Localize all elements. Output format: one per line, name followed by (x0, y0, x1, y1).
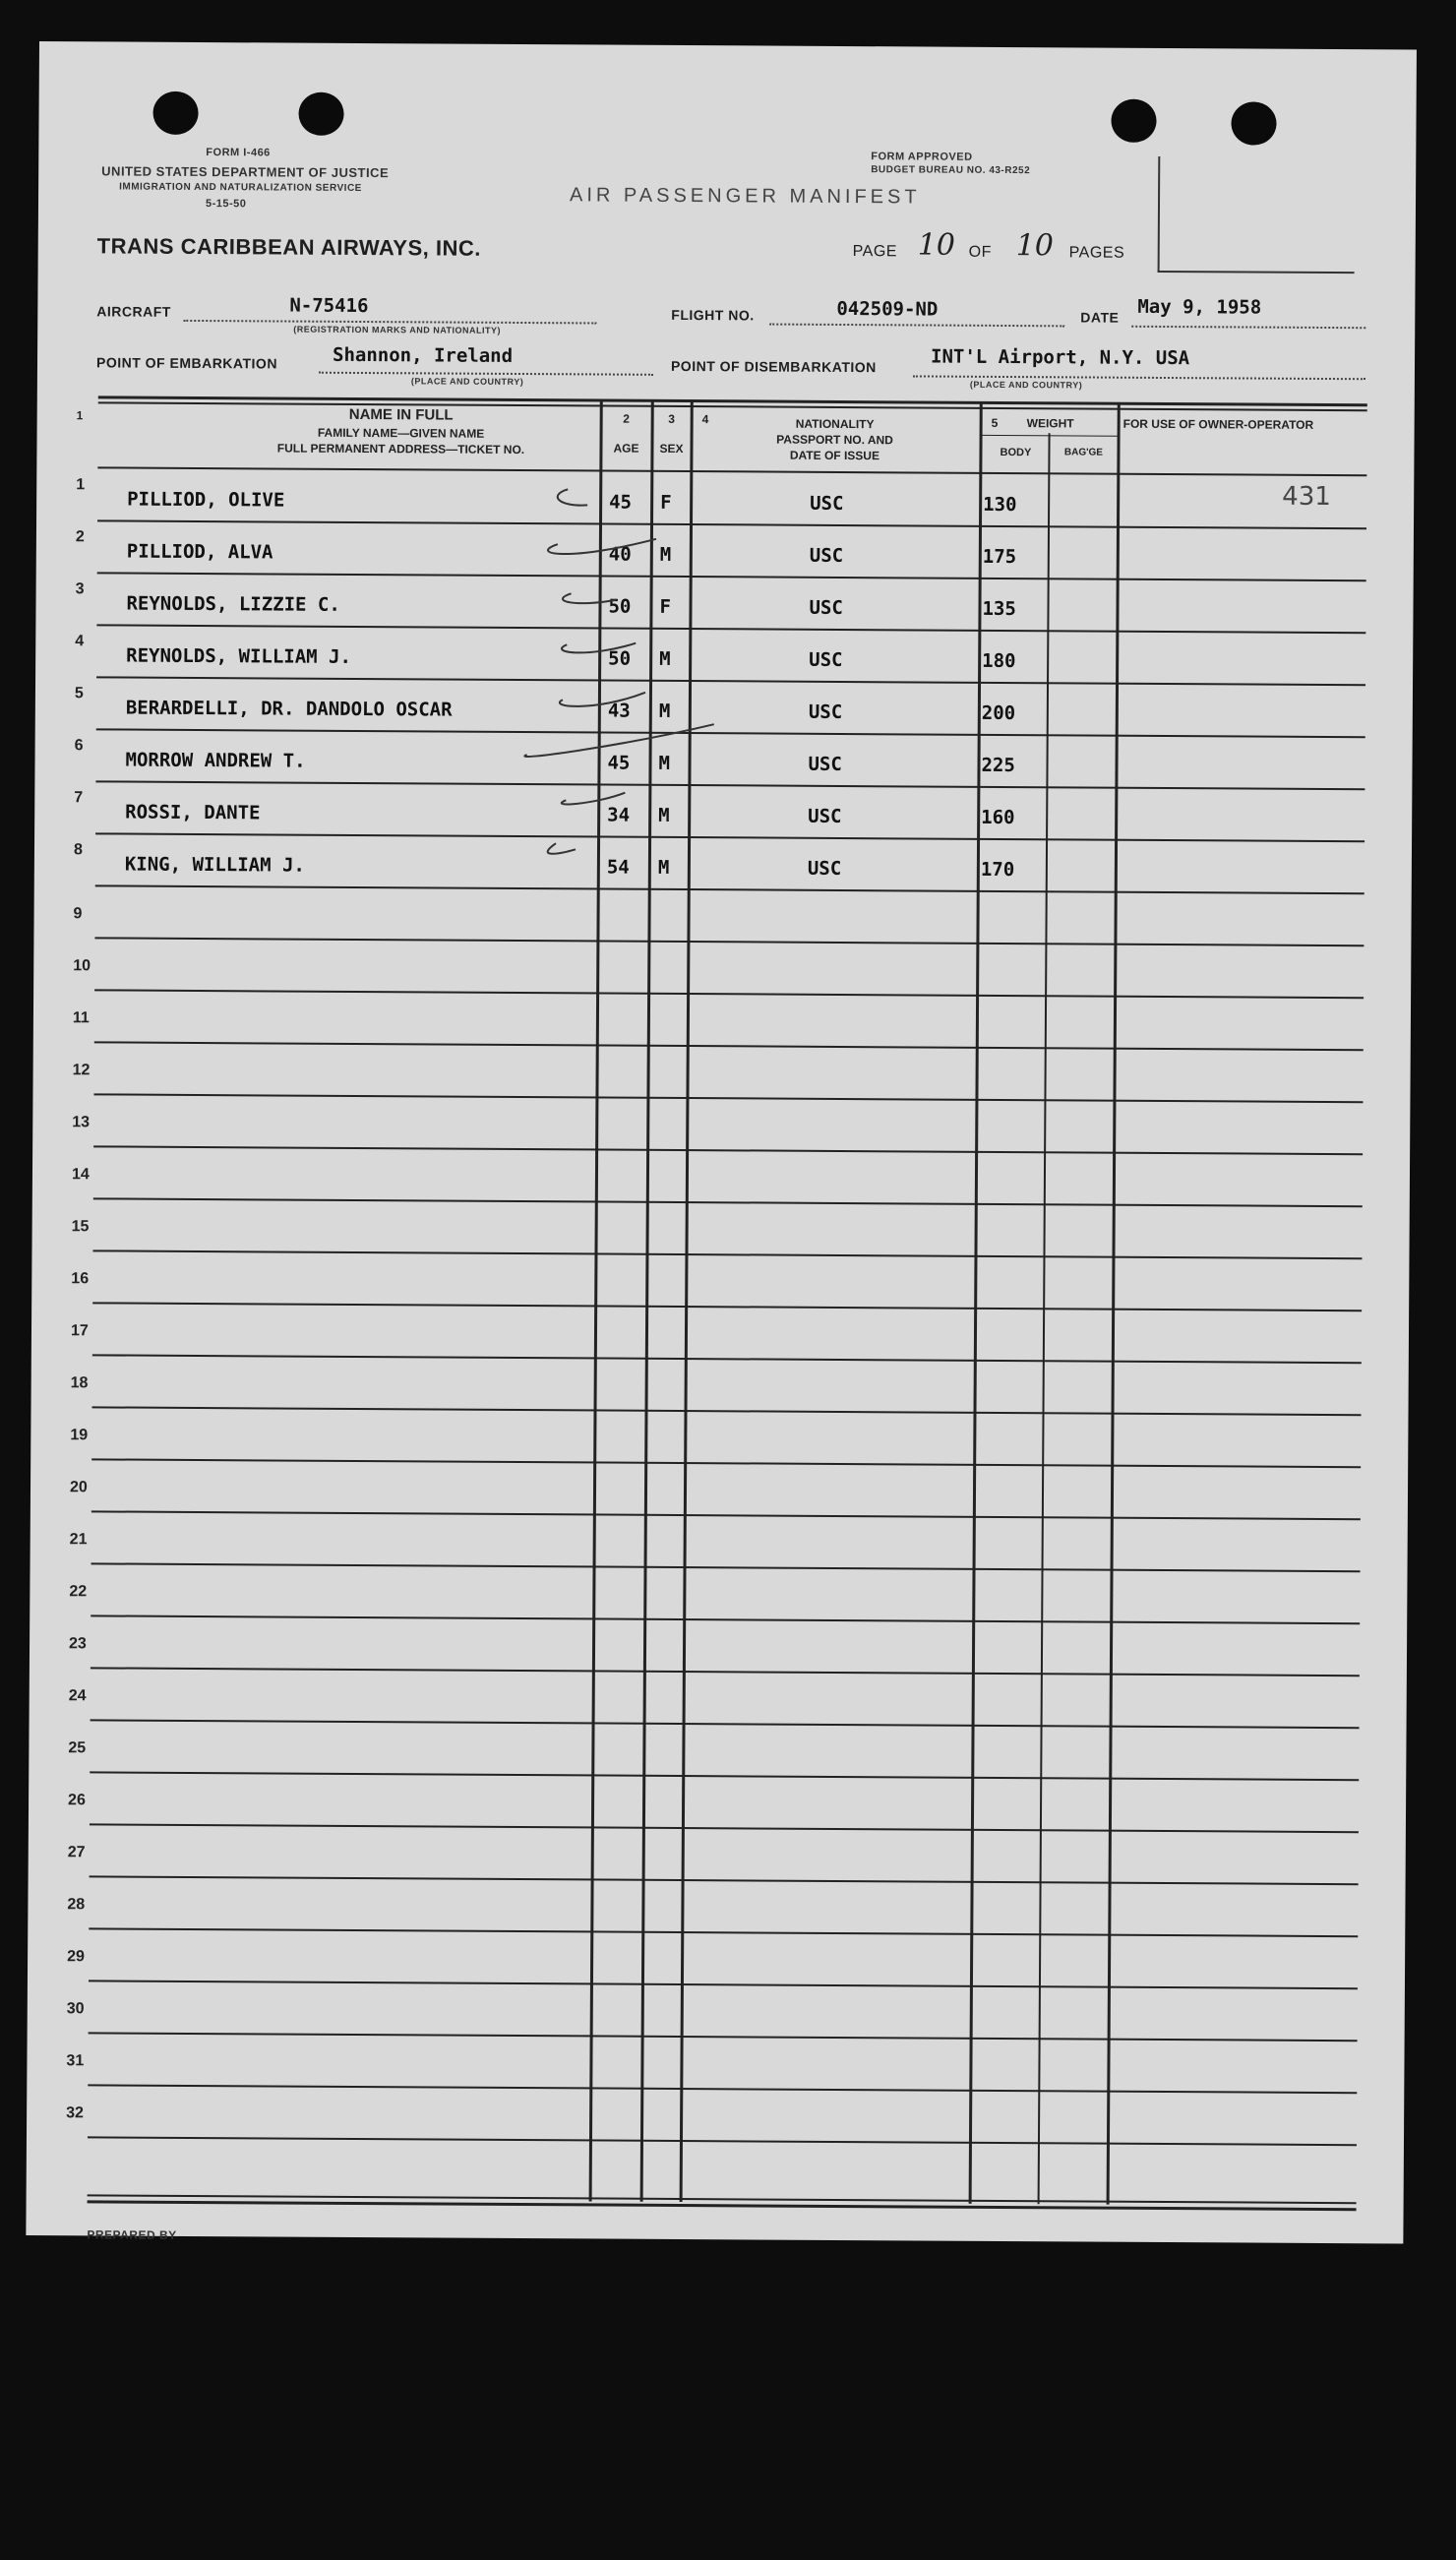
row-divider (93, 1145, 1363, 1155)
passenger-age: 50 (608, 595, 632, 618)
passenger-nationality: USC (808, 805, 842, 827)
flight-label: FLIGHT NO. (671, 306, 755, 324)
row-divider (97, 519, 1366, 529)
row-number: 28 (67, 1896, 86, 1914)
row-number: 8 (73, 841, 83, 859)
row-divider (96, 728, 1365, 738)
col-baggage-title: BAG'GE (1063, 447, 1104, 458)
row-divider (95, 832, 1365, 842)
disembarkation-label: POINT OF DISEMBARKATION (670, 357, 877, 376)
row-divider (96, 676, 1365, 686)
col-age-title: AGE (613, 441, 639, 456)
check-mark (563, 593, 617, 603)
row-number: 19 (70, 1427, 89, 1444)
service-name: IMMIGRATION AND NATURALIZATION SERVICE (119, 181, 362, 195)
form-number: FORM I-466 (206, 147, 271, 159)
passenger-nationality: USC (809, 596, 843, 620)
row-divider (91, 1510, 1361, 1520)
page-total: 10 (1015, 228, 1055, 264)
row-divider (91, 1562, 1361, 1572)
row-number: 26 (68, 1792, 86, 1809)
punch-hole (1111, 99, 1156, 143)
passenger-name: REYNOLDS, WILLIAM J. (126, 644, 352, 668)
col4-number: 4 (701, 412, 709, 427)
passenger-name: BERARDELLI, DR. DANDOLO OSCAR (125, 697, 453, 721)
row-number: 15 (71, 1218, 90, 1236)
passenger-weight: 180 (982, 649, 1016, 673)
col-sex-title: SEX (659, 441, 684, 457)
col-passport-title: PASSPORT NO. AND (776, 432, 893, 448)
aircraft-value: N-75416 (289, 294, 369, 318)
col-name-sub2: FULL PERMANENT ADDRESS—TICKET NO. (276, 441, 525, 457)
passenger-age: 50 (608, 647, 632, 670)
row-number: 21 (69, 1531, 88, 1549)
check-mark (560, 692, 645, 706)
manifest-page (26, 41, 1417, 2244)
passenger-age: 45 (607, 752, 631, 774)
row-divider (97, 572, 1366, 581)
col-weight-title: WEIGHT (1026, 416, 1074, 431)
row-number: 25 (68, 1739, 87, 1757)
row-divider (89, 1927, 1358, 1937)
row-divider (89, 2032, 1358, 2042)
passenger-age: 34 (607, 804, 631, 826)
passenger-weight: 130 (983, 493, 1017, 517)
disembarkation-caption: (PLACE AND COUNTRY) (969, 379, 1083, 391)
passenger-nationality: USC (809, 544, 844, 568)
row-divider (91, 1667, 1360, 1676)
passenger-age: 43 (607, 700, 631, 722)
department-name: UNITED STATES DEPARTMENT OF JUSTICE (101, 163, 390, 181)
row-divider (95, 884, 1365, 894)
document-title: AIR PASSENGER MANIFEST (569, 184, 921, 209)
row-number: 17 (70, 1322, 89, 1340)
embarkation-label: POINT OF EMBARKATION (95, 354, 278, 372)
aircraft-caption: (REGISTRATION MARKS AND NATIONALITY) (293, 324, 502, 335)
row-number: 14 (71, 1166, 90, 1184)
owner-note: 431 (1282, 481, 1331, 513)
form-approved: FORM APPROVED (871, 151, 973, 163)
aircraft-label: AIRCRAFT (96, 303, 171, 320)
passenger-weight: 225 (981, 754, 1015, 777)
passenger-name: PILLIOD, OLIVE (127, 488, 285, 512)
col1-number: 1 (76, 408, 84, 423)
budget-bureau: BUDGET BUREAU NO. 43-R252 (871, 164, 1031, 177)
row-divider (93, 1197, 1363, 1207)
row-divider (96, 624, 1365, 634)
passenger-nationality: USC (809, 648, 843, 671)
passenger-sex: M (659, 647, 671, 670)
passenger-weight: 160 (981, 806, 1015, 829)
passenger-weight: 200 (981, 701, 1016, 725)
row-number: 10 (73, 957, 91, 975)
row-divider (94, 989, 1364, 999)
row-divider (93, 1093, 1363, 1103)
airline-name: TRANS CARIBBEAN AIRWAYS, INC. (96, 233, 481, 261)
row-number: 7 (74, 789, 84, 807)
row-divider (94, 1041, 1364, 1051)
row-number: 16 (71, 1270, 90, 1288)
passenger-sex: M (658, 700, 671, 722)
form-date: 5-15-50 (205, 198, 247, 211)
row-number: 20 (69, 1479, 88, 1496)
passenger-age: 40 (608, 543, 632, 566)
row-number: 13 (72, 1114, 91, 1131)
of-label: OF (968, 243, 992, 261)
passenger-sex: M (657, 856, 670, 879)
row-number: 32 (66, 2104, 84, 2122)
disembarkation-value: INT'L Airport, N.Y. USA (930, 345, 1190, 370)
row-divider (91, 1458, 1361, 1468)
row-number: 1 (76, 476, 86, 494)
check-mark (548, 538, 656, 554)
check-mark (562, 792, 626, 805)
punch-hole (152, 91, 198, 135)
col5-number: 5 (991, 415, 999, 430)
row-number: 6 (74, 737, 84, 755)
row-number: 12 (72, 1062, 91, 1079)
row-divider (89, 1980, 1358, 1989)
row-number: 5 (74, 685, 84, 702)
row-number: 24 (68, 1687, 87, 1705)
row-number: 2 (75, 528, 85, 546)
passenger-name: REYNOLDS, LIZZIE C. (126, 592, 340, 616)
row-number: 23 (68, 1635, 87, 1653)
passenger-weight: 175 (982, 545, 1017, 569)
passenger-nationality: USC (807, 857, 842, 880)
passenger-sex: M (658, 752, 671, 774)
passenger-sex: F (660, 491, 672, 514)
row-number: 30 (66, 2000, 85, 2018)
date-label: DATE (1080, 309, 1120, 326)
col-name-title: NAME IN FULL (348, 405, 454, 424)
row-divider (90, 1823, 1359, 1833)
row-divider (90, 1875, 1359, 1885)
col2-number: 2 (623, 411, 631, 426)
check-mark (548, 843, 576, 854)
row-divider (90, 1771, 1359, 1781)
row-divider (88, 2084, 1357, 2094)
passenger-name: PILLIOD, ALVA (126, 540, 273, 564)
page-label: PAGE (852, 243, 898, 261)
prepared-by-label: PREPARED BY (87, 2227, 177, 2242)
row-number: 3 (75, 580, 85, 598)
passenger-nationality: USC (808, 753, 842, 775)
col-nationality-title: NATIONALITY (795, 416, 875, 432)
check-mark (524, 723, 713, 758)
passenger-name: ROSSI, DANTE (125, 801, 261, 824)
pages-label: PAGES (1068, 244, 1125, 262)
embarkation-value: Shannon, Ireland (332, 343, 514, 367)
passenger-name: KING, WILLIAM J. (124, 853, 305, 877)
passenger-sex: M (659, 543, 672, 566)
col-body-title: BODY (1000, 446, 1032, 459)
punch-hole (298, 92, 343, 136)
passenger-age: 54 (606, 856, 630, 879)
row-number: 27 (67, 1844, 86, 1861)
col-name-sub1: FAMILY NAME—GIVEN NAME (317, 425, 485, 441)
passenger-age: 45 (609, 491, 633, 514)
page-number: 10 (917, 227, 956, 263)
passenger-sex: M (658, 804, 670, 826)
row-divider (88, 2136, 1357, 2146)
check-mark (558, 489, 588, 505)
passenger-nationality: USC (808, 701, 843, 723)
row-divider (91, 1719, 1360, 1729)
passenger-weight: 170 (980, 858, 1015, 882)
col-owner-operator-title: FOR USE OF OWNER-OPERATOR (1122, 416, 1314, 432)
date-value: May 9, 1958 (1137, 295, 1262, 319)
passenger-nationality: USC (810, 492, 844, 516)
flight-value: 042509-ND (836, 297, 939, 321)
row-number: 11 (72, 1009, 90, 1027)
row-divider (94, 937, 1364, 946)
passenger-name: MORROW ANDREW T. (125, 749, 306, 772)
embarkation-caption: (PLACE AND COUNTRY) (410, 376, 524, 388)
passenger-weight: 135 (982, 597, 1016, 621)
row-divider (92, 1302, 1362, 1311)
row-number: 31 (66, 2052, 85, 2070)
punch-hole (1231, 101, 1276, 145)
col3-number: 3 (668, 411, 676, 426)
row-divider (92, 1250, 1362, 1259)
check-mark (562, 642, 636, 653)
row-number: 4 (75, 633, 85, 650)
passenger-sex: F (659, 595, 672, 618)
row-number: 9 (73, 905, 83, 923)
col-issue-title: DATE OF ISSUE (789, 448, 880, 463)
row-number: 22 (69, 1583, 88, 1601)
row-divider (92, 1354, 1362, 1364)
row-divider (91, 1615, 1360, 1624)
row-divider (95, 780, 1365, 790)
row-number: 29 (67, 1948, 85, 1966)
check-marks (507, 477, 726, 891)
row-divider (92, 1406, 1362, 1416)
row-number: 18 (70, 1374, 89, 1392)
